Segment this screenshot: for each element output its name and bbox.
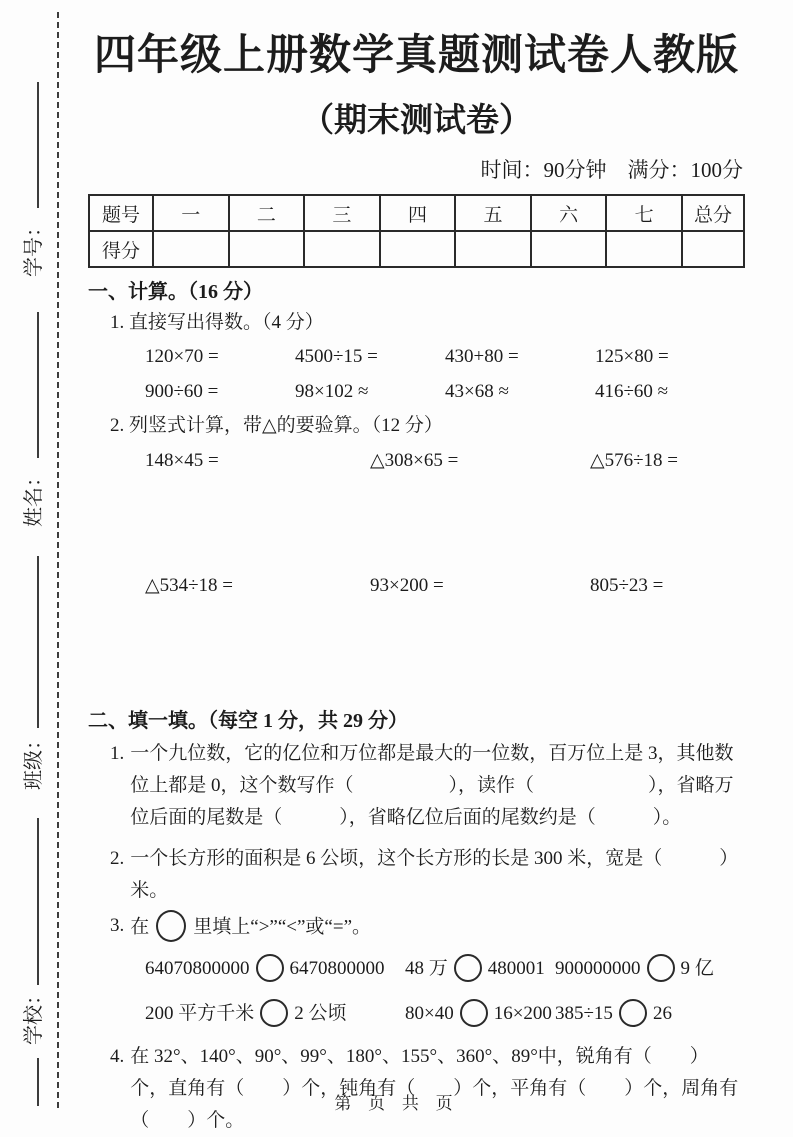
- write-blank-line: [37, 312, 39, 458]
- question-text: 一个长方形的面积是 6 公顷，这个长方形的长是 300 米，宽是（ ）米。: [130, 848, 739, 901]
- score-blank-cell: [455, 231, 531, 267]
- question-number: 1.: [110, 743, 125, 764]
- question-text: 在 32°、140°、90°、99°、180°、155°、360°、89°中，锐角有（ ）个，直角有（ ）个，钝角有（ ）个，平角有（ ）个，周角有（ ）个。: [130, 1046, 739, 1131]
- compare-left: 900000000: [555, 958, 641, 979]
- question-1: [88, 738, 745, 834]
- column-math-row: [88, 449, 745, 473]
- compare-circle-icon: [619, 999, 647, 1027]
- compare-circle-icon: [260, 999, 288, 1027]
- math-problem: 416÷60 ≈: [595, 381, 669, 402]
- score-table-cell: 七: [606, 195, 682, 231]
- question-2: [88, 843, 745, 907]
- score-table-cell: 六: [531, 195, 607, 231]
- math-problem: 93×200 =: [370, 575, 444, 596]
- write-blank-line: [37, 82, 39, 208]
- compare-right: 9 亿: [680, 958, 714, 979]
- compare-circle-icon: [156, 910, 186, 942]
- compare-circle-icon: [256, 954, 284, 982]
- math-problem: 125×80 =: [595, 346, 669, 367]
- question-number: 2.: [110, 848, 125, 869]
- compare-right: 480001: [487, 958, 545, 979]
- math-problem: △576÷18 =: [590, 450, 679, 471]
- score-blank-cell: [682, 231, 744, 267]
- column-math-row: [88, 574, 745, 598]
- compare-left: 385÷15: [555, 1003, 613, 1024]
- question-text: 一个九位数，它的亿位和万位都是最大的一位数，百万位上是 3，其他数位上都是 0，这个数写作（ ），读作（ ），省略万位后面的尾数是（ ），省略亿位后面的尾数约是（ ）。: [130, 743, 734, 828]
- write-blank-line: [37, 556, 39, 728]
- compare-circle-icon: [454, 954, 482, 982]
- compare-right: 6470800000: [289, 958, 385, 979]
- compare-circle-icon: [460, 999, 488, 1027]
- math-problem: 900÷60 =: [145, 381, 219, 402]
- question-text-before: 在: [130, 916, 150, 938]
- comparison-item: [405, 946, 555, 991]
- score-table-cell: 三: [304, 195, 380, 231]
- compare-left: 64070800000: [145, 958, 250, 979]
- comparison-item: [145, 946, 405, 991]
- score-table-cell: 题号: [89, 195, 153, 231]
- student-id-label: 学号：: [23, 217, 45, 277]
- compare-right: 16×200: [493, 1003, 552, 1024]
- section-one-q1-heading: 1. 直接写出得数。（4 分）: [110, 312, 324, 333]
- question-text-after: 里填上“>”“<”或“=”。: [193, 916, 372, 938]
- comparison-row: [88, 946, 745, 991]
- section-two-heading: 二、填一填。（每空 1 分，共 29 分）: [88, 710, 408, 732]
- compare-left: 48 万: [405, 958, 448, 979]
- score-table-cell: 总分: [682, 195, 744, 231]
- page-title: 四年级上册数学真题测试卷人教版: [93, 31, 739, 78]
- score-table-cell: 二: [229, 195, 305, 231]
- comparison-item: [405, 991, 555, 1036]
- comparison-item: [555, 991, 745, 1036]
- score-blank-cell: [229, 231, 305, 267]
- write-blank-line: [37, 818, 39, 985]
- math-problem: 98×102 ≈: [295, 381, 369, 402]
- mental-math-row: [88, 380, 745, 404]
- question-3: [88, 910, 745, 946]
- math-problem: △308×65 =: [370, 450, 459, 471]
- score-blank-cell: [153, 231, 229, 267]
- compare-right: 26: [652, 1003, 672, 1024]
- school-label: 学校：: [23, 985, 45, 1045]
- math-problem: 4500÷15 =: [295, 346, 378, 367]
- time-score-info: 时间：90分钟 满分：100分: [480, 158, 743, 182]
- math-problem: 43×68 ≈: [445, 381, 509, 402]
- score-table: [88, 194, 745, 268]
- score-blank-cell: [606, 231, 682, 267]
- question-number: 3.: [110, 915, 125, 936]
- question-text: [130, 910, 745, 946]
- math-problem: 430+80 =: [445, 346, 519, 367]
- math-problem: 148×45 =: [145, 450, 219, 471]
- score-table-cell: 五: [455, 195, 531, 231]
- score-table-cell: 得分: [89, 231, 153, 267]
- section-one-q2-heading: 2. 列竖式计算，带△的要验算。（12 分）: [110, 415, 443, 436]
- test-paper: [88, 0, 745, 1137]
- section-one-heading: 一、计算。（16 分）: [88, 281, 263, 303]
- math-problem: 120×70 =: [145, 346, 219, 367]
- compare-left: 200 平方千米: [145, 1003, 255, 1024]
- mental-math-row: [88, 345, 745, 369]
- page-subtitle: （期末测试卷）: [301, 101, 532, 138]
- comparison-item: [145, 991, 405, 1036]
- comparison-row: [88, 991, 745, 1036]
- compare-circle-icon: [647, 954, 675, 982]
- compare-left: 80×40: [405, 1003, 454, 1024]
- class-label: 班级：: [23, 730, 45, 790]
- comparison-item: [555, 946, 745, 991]
- name-label: 姓名：: [23, 467, 45, 527]
- fold-dashed-line: [57, 12, 59, 1108]
- score-blank-cell: [304, 231, 380, 267]
- score-table-cell: 四: [380, 195, 456, 231]
- math-problem: △534÷18 =: [145, 575, 234, 596]
- question-number: 4.: [110, 1046, 125, 1067]
- math-problem: 805÷23 =: [590, 575, 664, 596]
- score-table-score-row: [89, 231, 744, 267]
- score-blank-cell: [531, 231, 607, 267]
- score-table-cell: 一: [153, 195, 229, 231]
- score-blank-cell: [380, 231, 456, 267]
- compare-right: 2 公顷: [294, 1003, 347, 1024]
- page-footer: 第 页 共 页: [334, 1094, 459, 1113]
- score-table-header-row: [89, 195, 744, 231]
